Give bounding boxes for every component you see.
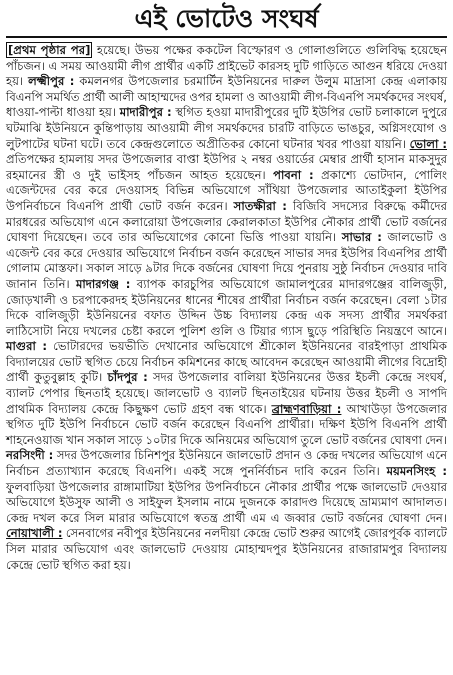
report-text: সদর উপজেলার বালিয়া ইউনিয়নের উত্তর ইচলী কেন্দ্রে সংঘর্ষ, ব্যালট পেপার ছিনতাই হয়েছে। জালভোট ও ব্যালট ছিনতাইয়ের ঘটনায় উত্তর ইচলী ও সাপদি প্রাথমিক বিদ্যালয় কেন্দ্রে কিছুক্ষণ ভোট গ্রহণ বন্ধ থাকে। <box>6 370 447 416</box>
location-label: মাগুরা : <box>6 339 47 354</box>
location-label: লক্ষ্মীপুর : <box>28 74 75 89</box>
report-text: প্রকাশ্যে ভোটদান, পোলিং এজেন্টদের বের করে দেওয়াসহ বিভিন্ন অভিযোগে সাঁথিয়া উপজেলার আতাইকুলা ইউপির উপনির্বাচনে বিএনপি প্রার্থী ভোট বর্জন করেন। <box>6 167 448 213</box>
location-label: মাদারগঞ্জ : <box>75 276 131 291</box>
continuation-label: [প্রথম পৃষ্ঠার পর] <box>8 43 91 57</box>
location-label: ভোলা : <box>409 136 447 151</box>
report-text: জালভোট ও এজেন্ট বের করে দেওয়ার অভিযোগে নির্বাচন বর্জন করেছেন সাভার সদর ইউপির বিএনপির প্রার্থী গোলাম মোস্তফা। সকাল সাড়ে ৯টার দিকে বর্জনের ঘোষণা দিয়ে পুনরায় সুষ্ঠু নির্বাচন দেওয়ার দাবি জানান তিনি। <box>6 230 448 291</box>
location-label: পাবনা : <box>273 167 314 182</box>
article-body <box>6 43 447 573</box>
report-text: আখাউড়া উপজেলার স্থগিত দুটি ইউপি নির্বাচনে ভোট বর্জন করেছেন বিএনপি প্রার্থীরা। দক্ষিণ ইউপি বিএনপি প্রার্থী শাহনেওয়াজ খান সকাল সাড়ে ১০টার দিকে অনিয়মের অভিযোগ তুলে ভোট বর্জনের ঘোষণা দেন। <box>6 401 447 447</box>
location-label: ব্রাহ্মণবাড়িয়া : <box>271 401 342 416</box>
report-text: সদর উপজেলার চিনিশপুর ইউনিয়নে জালভোট প্রদান ও কেন্দ্র দখলের অভিযোগ এনে নির্বাচন প্রত্যাখ্যান করেছে বিএনপি। একই সঙ্গে পুনর্নির্বাচন দাবি করেন তিনি। <box>6 448 447 479</box>
report-text: বিজিবি সদস্যের বিরুদ্ধে কর্মীদের মারধরের অভিযোগ এনে কলারোয়া উপজেলার কেরালকাতা ইউপির নৌকার প্রার্থী ভোট বর্জনের ঘোষণা দিয়েছেন। তবে তার অভিযোগের কোনো ভিত্তি পাওয়া যায়নি। <box>6 198 447 245</box>
report-text: ফুলবাড়িয়া উপজেলার রাঙ্গামাটিয়া ইউপির উপনির্বাচনে নৌকার প্রার্থীর পক্ষে জালভোট দেওয়ার অভিযোগে ইউসুফ আলী ও সাইফুল ইসলাম নামে দুজনকে কারাদণ্ড দিয়েছে ভ্রাম্যমাণ আদালত। কেন্দ্র দখল করে সিল মারার অভিযোগে স্বতন্ত্র প্রার্থী এম এ জব্বার ভোট বর্জনের ঘোষণা দেন। <box>6 479 447 525</box>
location-label: সাতক্ষীরা : <box>233 198 287 213</box>
report-text: ব্যাপক কারচুপির অভিযোগে জামালপুরের মাদারগঞ্জের বালিজুড়ী, জোড়খালী ও চরপাকেরদহ ইউনিয়নের ধানের শীষের প্রার্থীরা নির্বাচন বর্জন করেছেন। বেলা ১টার দিকে বালিজুড়ী ইউনিয়নের বফাত উদ্দিন উচ্চ বিদ্যালয় কেন্দ্র এক সদস্য প্রার্থীর সমর্থকরা লাঠিসোটা নিয়ে দখলের চেষ্টা করলে পুলিশ গুলি ও টিয়ার গ্যাস ছুড়ে পরিস্থিতি নিয়ন্ত্রণে আনে। <box>6 276 448 338</box>
headline-rule <box>6 36 447 38</box>
report-text: হয়েছে। উভয় পক্ষের ককটেল বিস্ফোরণ ও গোলাগুলিতে গুলিবিদ্ধ হয়েছেন পাঁচজন। এ সময় আওয়ামী লীগ প্রার্থীর একটি প্রাইভেট কারসহ দুটি গাড়িতে আগুন ধরিয়ে দেওয়া হয়। <box>6 43 447 89</box>
report-text: সেনবাগের নবীপুর ইউনিয়নের নলদীয়া কেন্দ্রে ভোট শুরুর আগেই জোরপূর্বক ব্যালটে সিল মারার অভিযোগ এবং জালভোট দেওয়ায় মোহাম্মদপুর ইউনিয়নের রাজারামপুর বিদ্যালয় কেন্দ্রে ভোট স্থগিত করা হয়। <box>6 526 447 572</box>
location-label: নরসিংদী : <box>6 448 54 463</box>
location-label: নোয়াখালী : <box>6 526 63 541</box>
headline: এই ভোটেও সংঘর্ষ <box>134 4 319 33</box>
location-label: ময়মনসিংহ : <box>386 464 447 479</box>
location-label: চাঁদপুর : <box>107 370 148 385</box>
report-text: স্থগিত হওয়া মাদারীপুরের দুটি ইউপির ভোট চলাকালে দুপুরে ঘটমাঝি ইউনিয়নে কুন্তিপাড়ায় আওয়ামী লীগ সমর্থকদের চারটি বাড়িতে ভাঙচুর, অগ্নিসংযোগ ও লুটপাটের ঘটনা ঘটে। তবে কেন্দ্রগুলোতে অপ্রীতিকর কোনো ঘটনার খবর পাওয়া যায়নি। <box>6 105 447 151</box>
report-text: কমলনগর উপজেলার চরমার্টিন ইউনিয়নের দারুল উলুম মাদ্রাসা কেন্দ্র এলাকায় বিএনপি সমর্থিত প্রার্থী আলী আহাম্মদের ওপর হামলা ও আওয়ামী লীগ-বিএনপি সমর্থকদের সংঘর্ষ, ধাওয়া-পাল্টা ধাওয়া হয়। <box>6 74 448 120</box>
location-label: মাদারীপুর : <box>119 105 172 120</box>
report-text: ভোটারদের ভয়ভীতি দেখানোর অভিযোগে শ্রীকোল ইউনিয়নের বারইপাড়া প্রাথমিক বিদ্যালয়ের ভোট স্থগিত চেয়ে নির্বাচন কমিশনের কাছে আবেদন করেছেন আওয়ামী লীগের বিদ্রোহী প্রার্থী কুতুবুল্লাহ কুটি। <box>6 339 447 385</box>
report-text: প্রতিপক্ষের হামলায় সদর উপজেলার বাপ্তা ইউপির ২ নম্বর ওয়ার্ডের মেম্বার প্রার্থী হাসান মাকসুদুর রহমানের স্ত্রী ও দুই ভাইসহ পাঁচজন আহত হয়েছেন। <box>6 152 447 182</box>
location-label: সাভার : <box>341 230 382 245</box>
